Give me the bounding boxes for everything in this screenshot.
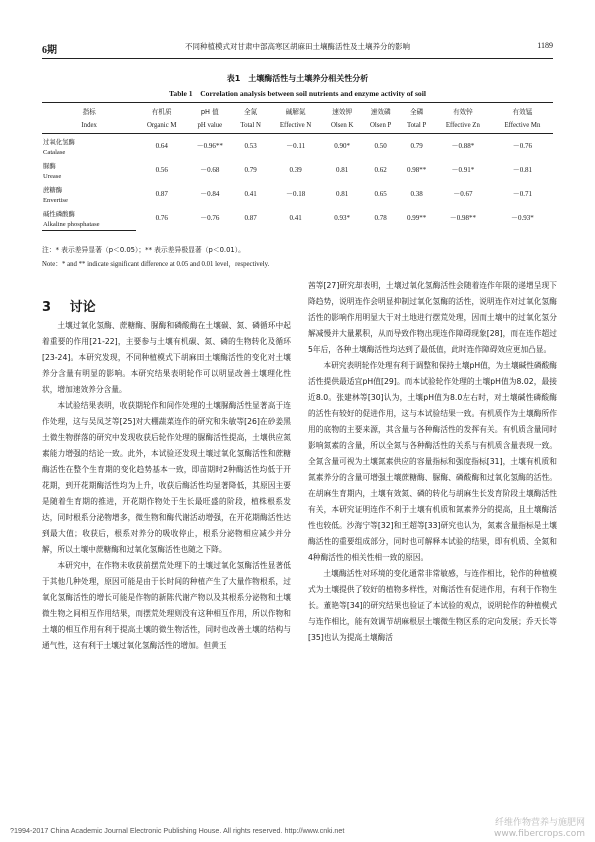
body-paragraph: 茜等[27]研究却表明，土壤过氧化氢酶活性会随着连作年限的递增呈现下降趋势，说明连作会明显抑制过氧化氢酶的活性，说明连作对过氧化氢酶活性的影响作用明显大于对土地进行摆荒处理，因而土壤中的过氧化氢分解减慢并大量累积，从而导致作物出现连作障碍现象[28]，而在连作超过5年后，各种土壤酶活性均达到了最低值，此时连作障碍效应更加凸显。 bbox=[308, 281, 557, 354]
body-paragraph: 土壤酶活性对环境的变化通常非常敏感，与连作相比，轮作的种植模式为土壤提供了较好的植物多样性，对酶活性有促进作用，有利于作物生长。董艳等[34]的研究结果也验证了本试验的观点，说明轮作的种植模式与连作相比，能有效调节胡麻根层土壤微生物区系的定向发展；乔天长等[35]也认为提高土壤酶活 bbox=[308, 569, 557, 642]
table-header-row-cn bbox=[42, 103, 553, 119]
table-cell: 0.65 bbox=[374, 190, 387, 198]
table-cell: －0.18 bbox=[285, 190, 306, 198]
table-cell: －0.98** bbox=[449, 214, 476, 223]
table-cell: 0.38 bbox=[410, 190, 423, 198]
column-header: Index bbox=[42, 118, 136, 134]
table-cell: 0.53 bbox=[244, 142, 257, 150]
column-header: 有机质 bbox=[136, 103, 187, 119]
table-cell: 0.99** bbox=[407, 214, 427, 223]
table-cell: －0.67 bbox=[453, 190, 473, 198]
row-label-cn: 过氧化氢酶 bbox=[43, 138, 75, 146]
watermark-url: www.fibercrops.com bbox=[494, 829, 585, 839]
section-heading bbox=[42, 296, 96, 315]
table-cell: 0.50 bbox=[374, 142, 387, 150]
column-header: 有效锌 bbox=[434, 103, 492, 119]
table-cell: －0.96** bbox=[196, 142, 223, 150]
table-cell: 0.93* bbox=[334, 214, 351, 223]
table-cell: 0.90* bbox=[334, 142, 351, 150]
column-header: 速效磷 bbox=[362, 103, 400, 119]
table-row bbox=[42, 134, 553, 148]
table-cell: 0.87 bbox=[155, 190, 168, 198]
table-cell: －0.91* bbox=[451, 166, 475, 174]
table-cell: －0.81 bbox=[512, 166, 533, 174]
table-cell: 0.62 bbox=[374, 166, 387, 174]
row-label-en: Urease bbox=[43, 173, 62, 180]
column-header: 速效钾 bbox=[322, 103, 361, 119]
table-cell: －0.68 bbox=[200, 166, 220, 174]
table-caption-cn: 表1 土壤酶活性与土壤养分相关性分析 bbox=[226, 74, 369, 83]
column-header: 全氮 bbox=[233, 103, 269, 119]
table-cell: 0.64 bbox=[155, 142, 168, 150]
table-cell: 0.79 bbox=[244, 166, 257, 174]
table-cell: 0.56 bbox=[155, 166, 168, 174]
table-cell: 0.87 bbox=[244, 214, 257, 223]
column-header: pH value bbox=[187, 118, 232, 134]
watermark-cn: 纤维作物营养与施肥网 bbox=[494, 818, 585, 828]
section-number: 3 bbox=[42, 300, 52, 315]
table-cell: 0.98** bbox=[407, 166, 427, 174]
table-cell: －0.71 bbox=[512, 190, 533, 198]
table-cell: 0.39 bbox=[289, 166, 302, 174]
table-row bbox=[42, 182, 553, 195]
left-column bbox=[42, 318, 291, 654]
table-cell: 0.76 bbox=[155, 214, 168, 223]
running-title: 不同种植模式对甘肃中部高寒区胡麻田土壤酶活性及土壤养分的影响 bbox=[185, 42, 410, 51]
row-label-en: Envertise bbox=[43, 197, 68, 204]
table-cell: 0.81 bbox=[336, 190, 349, 198]
row-label-cn: 蔗糖酶 bbox=[43, 186, 63, 194]
body-paragraph: 本试验结果表明，收获期轮作和间作处理的土壤脲酶活性显著高于连作处理，这与吴凤芝等[25]对大棚蔬菜连作的研究和朱敏等[26]在砂姜黑土微生物群落的研究中发现收获后轮作处理的脲酶活性提高，土壤供应氮素能力增强的结论一致。此外，本试验还发现土壤过氧化氢酶活性和蔗糖酶活性在整个生育期的变化趋势基本一致，即苗期时2种酶活性均低于开花期，到开花期酶活性均为上升，收获后酶活性均显著降低，其原因主要是随着生育期的推进，开花期作物处于生长最旺盛的阶段，植株根系发达，同时根系分泌物增多，微生物和酶代谢活动增强，在开花期酶活性达到最大值；收获后，根系对养分的吸收停止，根系分泌物相应减少并分解，所以土壤中蔗糖酶和过氧化氢酶活性也随之下降。 bbox=[42, 401, 291, 554]
table-cell: －0.93* bbox=[511, 214, 534, 223]
body-paragraph: 土壤过氧化氢酶、蔗糖酶、脲酶和磷酸酶在土壤碳、氮、磷循环中起着重要的作用[21-22]，主要参与土壤有机碳、氮、磷的生物转化及循环[23-24]。本研究发现，不同种植模式下胡麻田土壤酶活性的变化对土壤养分含量有明显的影响。本研究结果表明轮作可以明显改善土壤理化性状，增加速效养分含量。 bbox=[42, 321, 291, 394]
table-cell: －0.76 bbox=[200, 214, 220, 223]
correlation-table bbox=[42, 102, 553, 231]
column-header: 全磷 bbox=[399, 103, 433, 119]
row-label-cn: 碱性磷酸酶 bbox=[43, 210, 75, 218]
table-cell: －0.11 bbox=[286, 142, 306, 150]
table-cell: －0.88* bbox=[451, 142, 475, 150]
column-header: Total P bbox=[399, 118, 433, 134]
column-header: Effective Zn bbox=[434, 118, 492, 134]
section-title: 讨论 bbox=[69, 300, 96, 315]
column-header: Effective Mn bbox=[492, 118, 553, 134]
column-header: Organic M bbox=[136, 118, 187, 134]
table-cell: －0.76 bbox=[512, 142, 533, 150]
table-cell: 0.41 bbox=[244, 190, 257, 198]
watermark bbox=[494, 818, 585, 840]
body-paragraph: 本研究表明轮作处理有利于调整和保持土壤pH值，为土壤碱性磷酸酶活性提供最适宜pH值[29]。而本试验轮作处理的土壤pH值为8.02，最接近8.0。张建林等[30]认为，土壤pH值为8.0左右时，对土壤碱性磷酸酶的活性有较好的促进作用，这与本试验结果一致。有机质作为土壤酶所作用的底物的主要来源，其含量与各种酶活性的发挥有关。有机质含量同时影响氮素的含量，所以全氮与各种酶活性的关系与有机质含量表现一致。全氮含量可视为土壤氮素供应的容量指标和强度指标[31]，土壤有机质和氮素养分的含量可增强土壤蔗糖酶、脲酶、磷酸酶和过氧化氢酶的活性。在胡麻生育期内，土壤有效氮、磷的转化与胡麻生长发育阶段土壤酶活性有关，本研究证明连作不利于土壤有机质和氮素养分的提高，且土壤酶活性也较低。沙海宁等[32]和王超等[33]研究也认为，氮素含量指标是土壤酶活性的重要组成部分，同时也可解释本试验的结果，即有机质、全氮和4种酶活性的相关性相一致的原因。 bbox=[308, 361, 557, 562]
column-header: pH 值 bbox=[187, 103, 232, 119]
header-rule bbox=[42, 58, 553, 59]
column-header: Effective N bbox=[269, 118, 323, 134]
table-caption-en: Table 1 Correlation analysis between soil nutrients and enzyme activity of soil bbox=[169, 89, 426, 98]
table-cell: 0.81 bbox=[336, 166, 349, 174]
column-header: Olsen K bbox=[322, 118, 361, 134]
issue-number: 6期 bbox=[42, 45, 57, 56]
table-note-en: Note：* and ** indicate significant difference at 0.05 and 0.01 level，respectively. bbox=[42, 261, 270, 268]
table-row bbox=[42, 158, 553, 171]
copyright-footer: ?1994-2017 China Academic Journal Electronic Publishing House. All rights reserved. http://www.cnki.net bbox=[10, 826, 345, 835]
table-cell: －0.84 bbox=[200, 190, 220, 198]
right-column bbox=[308, 278, 557, 646]
table-header-row-en bbox=[42, 118, 553, 134]
row-label-en: Alkaline phosphatase bbox=[42, 219, 136, 231]
column-header: 碱解氮 bbox=[269, 103, 323, 119]
column-header: Total N bbox=[233, 118, 269, 134]
column-header: 指标 bbox=[42, 103, 136, 119]
table-cell: 0.79 bbox=[410, 142, 423, 150]
body-paragraph: 本研究中，在作物未收获前摆荒处理下的土壤过氧化氢酶活性显著低于其他几种处理，原因可能是由于长时间的种植产生了大量作物根系，过氧化氢酶活性的增长可能是作物的新陈代谢产物以及其根系分泌物和土壤微生物之间相互作用结果，而摆荒处理则没有这种相互作用，所以作物和土壤的相互作用有利于提高土壤的微生物活性，同时也改善土壤的结构与通气性，这有利于土壤过氧化氢酶活性的增加。但黄玉 bbox=[42, 561, 291, 650]
table-cell: 0.78 bbox=[374, 214, 387, 223]
table-note-cn: 注：* 表示差异显著（p＜0.05）；** 表示差异极显著（p＜0.01）。 bbox=[42, 246, 245, 254]
table-row bbox=[42, 206, 553, 219]
row-label-cn: 脲酶 bbox=[43, 162, 56, 170]
row-label-en: Catalase bbox=[43, 149, 66, 156]
table-cell: 0.41 bbox=[289, 214, 302, 223]
column-header: 有效锰 bbox=[492, 103, 553, 119]
column-header: Olsen P bbox=[362, 118, 400, 134]
page-number: 1189 bbox=[537, 41, 553, 50]
